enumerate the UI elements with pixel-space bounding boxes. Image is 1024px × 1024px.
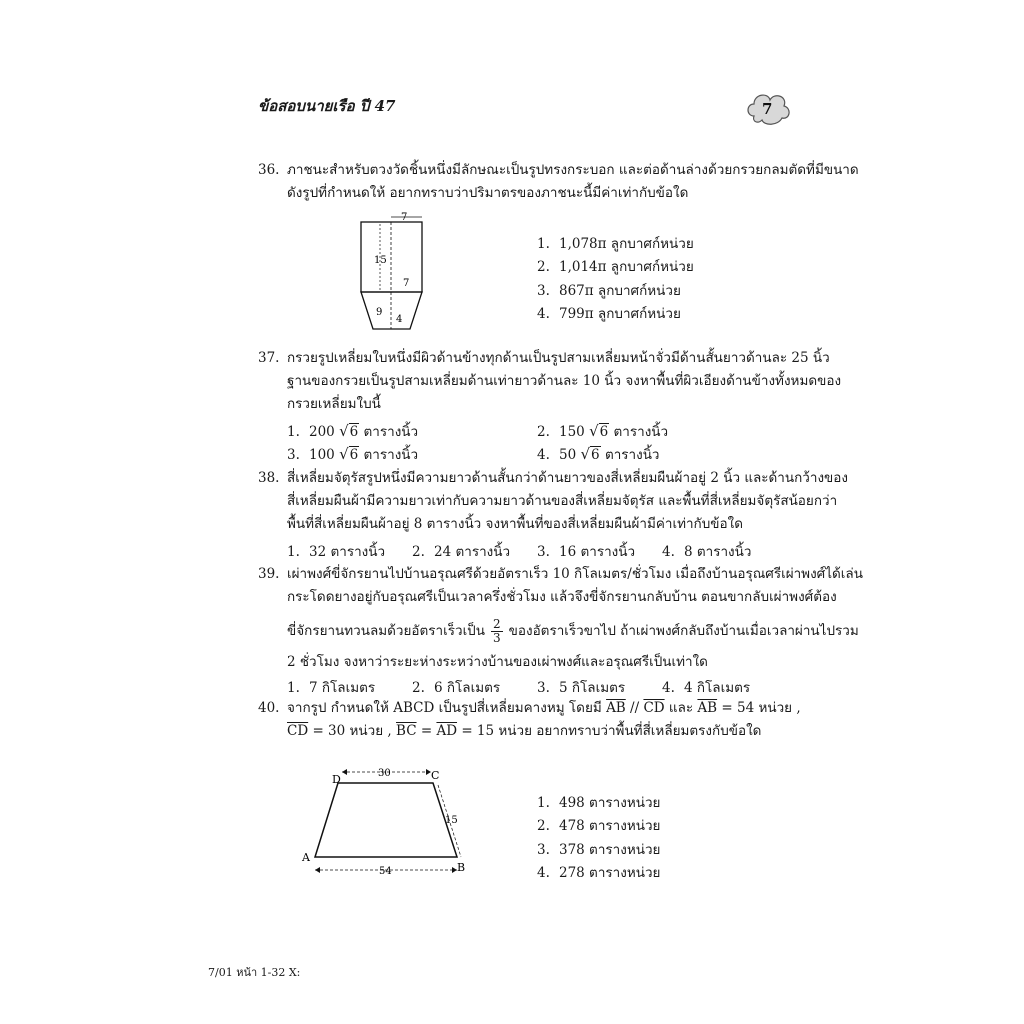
dim-bottom: 54 xyxy=(379,866,392,877)
question-text: กรวยเหลี่ยมใบนี้ xyxy=(287,396,381,412)
answer-option[interactable]: 3. 867π ลูกบาศก์หน่วย xyxy=(537,283,681,299)
question-number: 38. xyxy=(258,470,280,486)
question-number: 36. xyxy=(258,162,280,178)
answer-option[interactable]: 4. 50 √6 ตารางนิ้ว xyxy=(537,445,660,463)
cloud-icon xyxy=(744,86,792,130)
page-number: 7 xyxy=(762,100,773,118)
answer-option[interactable]: 1. 1,078π ลูกบาศก์หน่วย xyxy=(537,236,694,252)
question-text: ภาชนะสำหรับตวงวัดชิ้นหนึ่งมีลักษณะเป็นรูปทรงกระบอก และต่อด้านล่างด้วยกรวยกลมตัดที่มีขนาด xyxy=(287,162,859,178)
header-title: ข้อสอบนายเรือ ปี 47 xyxy=(258,97,396,115)
question-text: จากรูป กำหนดให้ ABCD เป็นรูปสี่เหลี่ยมคางหมู โดยมี $\overline{AB} // \overline{CD}$ และ $\overline{AB} = 54$ หน่วย , xyxy=(287,700,801,716)
question-text: สี่เหลี่ยมผืนผ้ามีความยาวเท่ากับความยาวด้านของสี่เหลี่ยมจัตุรัส และพื้นที่สี่เหลี่ยมจัตุรัสน้อยกว่า xyxy=(287,493,838,509)
question-number: 39. xyxy=(258,566,280,582)
dim-top-radius: 7 xyxy=(401,212,408,223)
question-text: สี่เหลี่ยมจัตุรัสรูปหนึ่งมีความยาวด้านสั้นกว่าด้านยาวของสี่เหลี่ยมผืนผ้าอยู่ 2 นิ้ว และด้านกว้างของ xyxy=(287,470,848,486)
answer-option[interactable]: 3. 5 กิโลเมตร xyxy=(537,680,626,696)
answer-option[interactable]: 3. 100 √6 ตารางนิ้ว xyxy=(287,445,419,463)
dim-mid-radius: 7 xyxy=(403,278,410,289)
question-text: กรวยรูปเหลี่ยมใบหนึ่งมีผิวด้านข้างทุกด้านเป็นรูปสามเหลี่ยมหน้าจั่วมีด้านสั้นยาวด้านละ 25 นิ้ว xyxy=(287,350,830,366)
answer-option[interactable]: 4. 278 ตารางหน่วย xyxy=(537,865,661,881)
question-text: $\overline{CD} = 30$ หน่วย , $\overline{BC} = \overline{AD} = 15$ หน่วย อยากทราบว่าพื้นที่สี่เหลี่ยมตรงกับข้อใด xyxy=(287,723,762,739)
question-text: ขี่จักรยานทวนลมด้วยอัตราเร็วเป็น $\frac{2}{3}$ ของอัตราเร็วขาไป ถ้าเผ่าพงศ์กลับถึงบ้านเมื่อเวลาผ่านไปรวม xyxy=(287,617,859,645)
answer-option[interactable]: 2. 6 กิโลเมตร xyxy=(412,680,501,696)
answer-option[interactable]: 4. 8 ตารางนิ้ว xyxy=(662,544,752,560)
answer-option[interactable]: 1. 32 ตารางนิ้ว xyxy=(287,544,386,560)
answer-option[interactable]: 1. 7 กิโลเมตร xyxy=(287,680,376,696)
cylinder-frustum-figure xyxy=(350,205,440,335)
vertex-label-c: C xyxy=(431,769,440,782)
answer-option[interactable]: 2. 478 ตารางหน่วย xyxy=(537,818,661,834)
question-text: กระโดดยางอยู่กับอรุณศรีเป็นเวลาครึ่งชั่วโมง แล้วจึงขี่จักรยานกลับบ้าน ตอนขากลับเผ่าพงศ์ต้อง xyxy=(287,589,837,605)
dim-frustum-height: 9 xyxy=(376,307,383,318)
question-number: 37. xyxy=(258,350,280,366)
answer-option[interactable]: 2. 1,014π ลูกบาศก์หน่วย xyxy=(537,259,694,275)
question-text: ฐานของกรวยเป็นรูปสามเหลี่ยมด้านเท่ายาวด้านละ 10 นิ้ว จงหาพื้นที่ผิวเอียงด้านข้างทั้งหมดของ xyxy=(287,373,842,389)
answer-option[interactable]: 2. 24 ตารางนิ้ว xyxy=(412,544,511,560)
answer-option[interactable]: 2. 150 √6 ตารางนิ้ว xyxy=(537,422,669,440)
question-text: พื้นที่สี่เหลี่ยมผืนผ้าอยู่ 8 ตารางนิ้ว จงหาพื้นที่ของสี่เหลี่ยมผืนผ้ามีค่าเท่ากับข้อใด xyxy=(287,516,743,532)
question-text: 2 ชั่วโมง จงหาว่าระยะห่างระหว่างบ้านของเผ่าพงศ์และอรุณศรีเป็นเท่าใด xyxy=(287,654,708,670)
question-text: ดังรูปที่กำหนดให้ อยากทราบว่าปริมาตรของภาชนะนี้มีค่าเท่ากับข้อใด xyxy=(287,185,689,201)
answer-option[interactable]: 1. 200 √6 ตารางนิ้ว xyxy=(287,422,419,440)
dim-side: 15 xyxy=(445,815,458,826)
question-text: เผ่าพงศ์ขี่จักรยานไปบ้านอรุณศรีด้วยอัตราเร็ว 10 กิโลเมตร/ชั่วโมง เมื่อถึงบ้านอรุณศรีเผ่าพงศ์ได้เล่น xyxy=(287,566,863,582)
vertex-label-b: B xyxy=(457,861,466,874)
answer-option[interactable]: 1. 498 ตารางหน่วย xyxy=(537,795,661,811)
answer-option[interactable]: 4. 4 กิโลเมตร xyxy=(662,680,751,696)
answer-option[interactable]: 4. 799π ลูกบาศก์หน่วย xyxy=(537,306,681,322)
question-number: 40. xyxy=(258,700,280,716)
dim-cylinder-height: 15 xyxy=(374,255,387,266)
answer-option[interactable]: 3. 378 ตารางหน่วย xyxy=(537,842,661,858)
trapezoid-figure xyxy=(295,760,475,880)
dim-bottom-radius: 4 xyxy=(396,314,403,325)
page-footer: 7/01 หน้า 1-32 X: xyxy=(208,966,301,979)
vertex-label-d: D xyxy=(332,773,341,786)
vertex-label-a: A xyxy=(302,851,310,864)
dim-top: 30 xyxy=(378,768,391,779)
fraction: $\frac{2}{3}$ xyxy=(493,617,501,645)
answer-option[interactable]: 3. 16 ตารางนิ้ว xyxy=(537,544,636,560)
page-number-badge xyxy=(744,86,792,130)
